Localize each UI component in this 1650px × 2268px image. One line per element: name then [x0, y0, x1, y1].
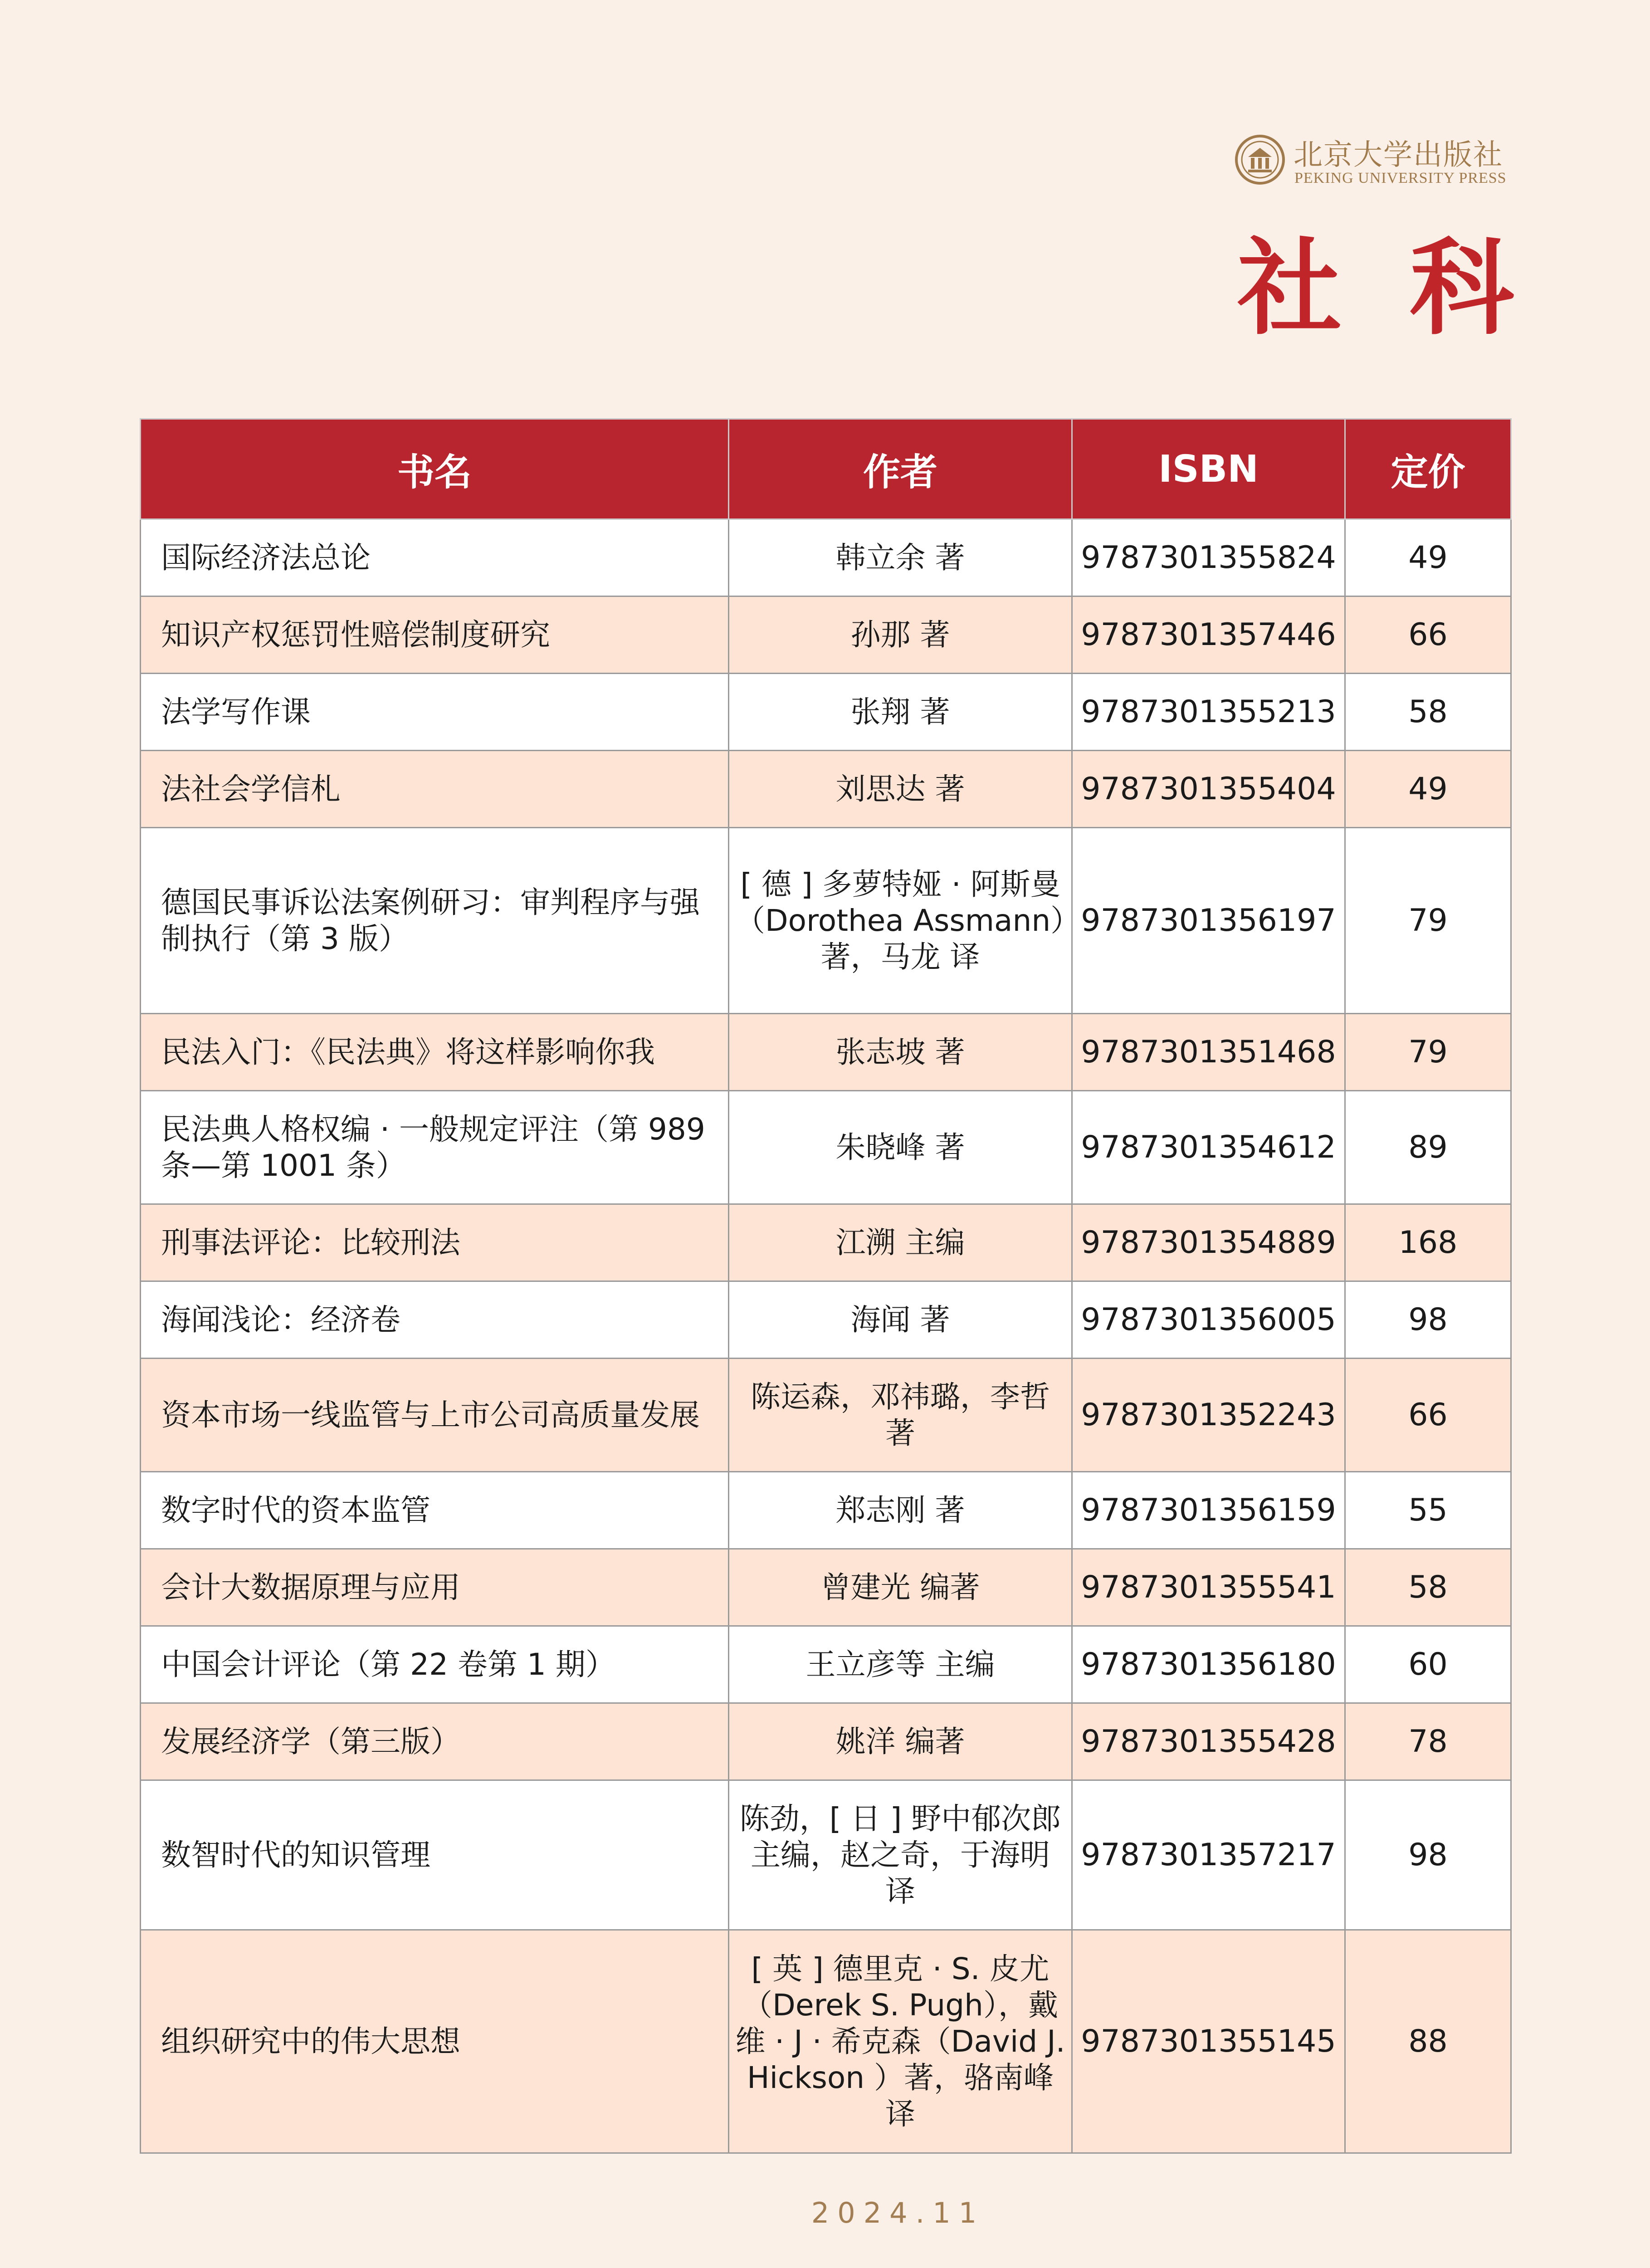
cell-title: 海闻浅论：经济卷 — [141, 1281, 729, 1359]
table-row — [141, 1626, 1511, 1703]
cell-author: 郑志刚 著 — [729, 1472, 1072, 1549]
cell-isbn: 9787301355824 — [1072, 519, 1345, 596]
cell-isbn: 9787301356197 — [1072, 828, 1345, 1014]
cell-title: 法学写作课 — [141, 674, 729, 751]
table-row — [141, 1780, 1511, 1930]
cell-author: 王立彦等 主编 — [729, 1626, 1072, 1703]
pku-seal-icon — [1235, 134, 1285, 185]
cell-price: 66 — [1345, 1359, 1511, 1472]
cell-author: 陈运森，邓祎璐，李哲 著 — [729, 1359, 1072, 1472]
cell-title: 刑事法评论：比较刑法 — [141, 1204, 729, 1281]
cell-title: 数字时代的资本监管 — [141, 1472, 729, 1549]
cell-price: 89 — [1345, 1091, 1511, 1204]
cell-title: 组织研究中的伟大思想 — [141, 1930, 729, 2153]
cell-price: 98 — [1345, 1281, 1511, 1359]
publisher-name-cn: 北京大学出版社 — [1294, 138, 1503, 172]
cell-price: 79 — [1345, 828, 1511, 1014]
cell-title: 德国民事诉讼法案例研习：审判程序与强制执行（第 3 版） — [141, 828, 729, 1014]
cell-title: 发展经济学（第三版） — [141, 1703, 729, 1780]
cell-author: 张志坡 著 — [729, 1014, 1072, 1091]
cell-title: 会计大数据原理与应用 — [141, 1549, 729, 1626]
cell-isbn: 9787301351468 — [1072, 1014, 1345, 1091]
cell-price: 58 — [1345, 674, 1511, 751]
table-row — [141, 1472, 1511, 1549]
publisher-logo — [1235, 132, 1516, 191]
cell-isbn: 9787301355145 — [1072, 1930, 1345, 2153]
page-title: 社科 — [1237, 227, 1582, 349]
cell-isbn: 9787301355213 — [1072, 674, 1345, 751]
table-row — [141, 1281, 1511, 1359]
table-row — [141, 1549, 1511, 1626]
cell-isbn: 9787301355404 — [1072, 751, 1345, 828]
cell-author: 姚洋 编著 — [729, 1703, 1072, 1780]
cell-price: 88 — [1345, 1930, 1511, 2153]
cell-isbn: 9787301355541 — [1072, 1549, 1345, 1626]
table-row — [141, 1703, 1511, 1780]
publisher-name-en: PEKING UNIVERSITY PRESS — [1294, 170, 1507, 186]
cell-title: 国际经济法总论 — [141, 519, 729, 596]
table-row — [141, 596, 1511, 674]
table-header-row — [141, 419, 1511, 519]
cell-title: 知识产权惩罚性赔偿制度研究 — [141, 596, 729, 674]
cell-title: 民法典人格权编 · 一般规定评注（第 989 条—第 1001 条） — [141, 1091, 729, 1204]
cell-isbn: 9787301354889 — [1072, 1204, 1345, 1281]
header-author: 作者 — [729, 419, 1072, 519]
cell-author: 孙那 著 — [729, 596, 1072, 674]
table-row — [141, 1204, 1511, 1281]
cell-title: 中国会计评论（第 22 卷第 1 期） — [141, 1626, 729, 1703]
table-row — [141, 828, 1511, 1014]
cell-author: 曾建光 编著 — [729, 1549, 1072, 1626]
cell-author: [ 德 ] 多萝特娅 · 阿斯曼（Dorothea Assmann）著，马龙 译 — [729, 828, 1072, 1014]
table-row — [141, 519, 1511, 596]
header-price: 定价 — [1345, 419, 1511, 519]
cell-author: [ 英 ] 德里克 · S. 皮尤（Derek S. Pugh），戴维 · J · 希克森（David J. Hickson ）著，骆南峰 译 — [729, 1930, 1072, 2153]
cell-author: 刘思达 著 — [729, 751, 1072, 828]
cell-title: 民法入门：《民法典》将这样影响你我 — [141, 1014, 729, 1091]
cell-price: 66 — [1345, 596, 1511, 674]
cell-isbn: 9787301356005 — [1072, 1281, 1345, 1359]
cell-isbn: 9787301357217 — [1072, 1780, 1345, 1930]
cell-price: 49 — [1345, 751, 1511, 828]
cell-price: 49 — [1345, 519, 1511, 596]
cell-price: 58 — [1345, 1549, 1511, 1626]
header-isbn: ISBN — [1072, 419, 1345, 519]
cell-price: 55 — [1345, 1472, 1511, 1549]
cell-price: 79 — [1345, 1014, 1511, 1091]
table-row — [141, 1359, 1511, 1472]
cell-isbn: 9787301355428 — [1072, 1703, 1345, 1780]
cell-price: 78 — [1345, 1703, 1511, 1780]
cell-price: 98 — [1345, 1780, 1511, 1930]
header-title: 书名 — [141, 419, 729, 519]
cell-isbn: 9787301356159 — [1072, 1472, 1345, 1549]
cell-title: 法社会学信札 — [141, 751, 729, 828]
cell-price: 60 — [1345, 1626, 1511, 1703]
table-row — [141, 751, 1511, 828]
cell-price: 168 — [1345, 1204, 1511, 1281]
cell-author: 海闻 著 — [729, 1281, 1072, 1359]
cell-title: 资本市场一线监管与上市公司高质量发展 — [141, 1359, 729, 1472]
book-list-table — [140, 418, 1512, 2154]
cell-isbn: 9787301356180 — [1072, 1626, 1345, 1703]
cell-author: 张翔 著 — [729, 674, 1072, 751]
cell-isbn: 9787301352243 — [1072, 1359, 1345, 1472]
table-row — [141, 674, 1511, 751]
cell-author: 陈劲，[ 日 ] 野中郁次郎 主编，赵之奇，于海明 译 — [729, 1780, 1072, 1930]
cell-author: 韩立余 著 — [729, 519, 1072, 596]
cell-author: 朱晓峰 著 — [729, 1091, 1072, 1204]
cell-isbn: 9787301357446 — [1072, 596, 1345, 674]
table-row — [141, 1091, 1511, 1204]
table-row — [141, 1014, 1511, 1091]
cell-title: 数智时代的知识管理 — [141, 1780, 729, 1930]
cell-author: 江溯 主编 — [729, 1204, 1072, 1281]
footer-date: 2024.11 — [811, 2196, 985, 2229]
table-row — [141, 1930, 1511, 2153]
cell-isbn: 9787301354612 — [1072, 1091, 1345, 1204]
